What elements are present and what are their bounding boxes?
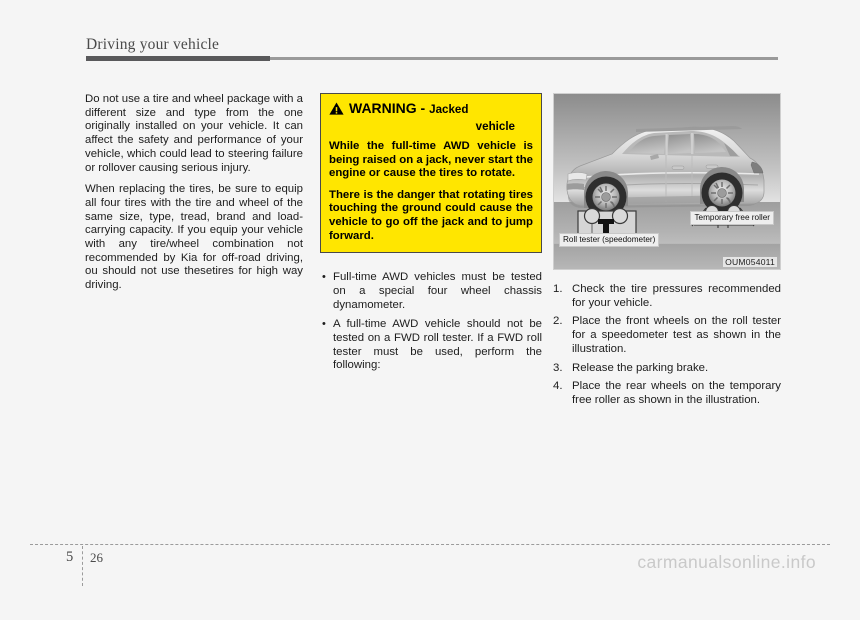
list-item: • Full-time AWD vehicles must be tested on a special four wheel chassis dynamometer. bbox=[320, 271, 542, 312]
warning-paragraph-jack: While the full-time AWD vehicle is being raised on a jack, never start the engine or cause the tires to rotate. bbox=[329, 140, 533, 180]
step-number: 4. bbox=[553, 380, 563, 393]
list-item: • A full-time AWD vehicle should not be tested on a FWD roll tester. If a FWD roll tester must be used, perform the following: bbox=[320, 318, 542, 373]
footer-vertical-divider bbox=[82, 546, 83, 586]
step-number: 2. bbox=[553, 315, 563, 328]
paragraph-tire-package: Do not use a tire and wheel package with a different size and type from the one originally installed on your vehicle. It can affect the safety and performance of your vehicle, which could lead to steering failure or rollover causing serious injury. bbox=[85, 93, 303, 174]
page-title: Driving your vehicle bbox=[86, 36, 220, 53]
figure-label-temporary-free-roller: Temporary free roller bbox=[690, 211, 774, 225]
paragraph-replacing-tires: When replacing the tires, be sure to equip all four tires with the tire and wheel of the same size, type, tread, brand and load-carrying capacity. If you equip your vehicle with any tire/wheel combination not recommended by Kia for off-road driving, ou should not use thesetires for high way driving. bbox=[85, 183, 303, 292]
warning-label: WARNING bbox=[349, 100, 417, 116]
step-text: Place the front wheels on the roll tester for a speedometer test as shown in the illustration. bbox=[572, 315, 781, 355]
warning-triangle-icon bbox=[329, 102, 344, 119]
page-header bbox=[86, 36, 778, 60]
step-number: 1. bbox=[553, 283, 563, 295]
list-item bbox=[553, 380, 781, 407]
procedure-steps-list bbox=[553, 283, 781, 408]
right-column bbox=[553, 93, 781, 413]
footer-chapter-number: 5 bbox=[66, 549, 74, 565]
warning-dash: - bbox=[416, 100, 430, 116]
watermark: carmanualsonline.info bbox=[637, 552, 816, 572]
step-text: Check the tire pressures recommended for your vehicle. bbox=[572, 283, 781, 309]
left-text-column bbox=[85, 93, 303, 293]
figure-label-roll-tester: Roll tester (speedometer) bbox=[559, 233, 659, 247]
step-text: Place the rear wheels on the temporary free roller as shown in the illustration. bbox=[572, 380, 781, 406]
footer-divider bbox=[30, 544, 830, 545]
header-divider bbox=[86, 57, 778, 60]
footer-page-number: 26 bbox=[90, 550, 103, 565]
warning-box bbox=[320, 93, 542, 253]
warning-heading bbox=[329, 101, 533, 134]
warning-paragraph-rotating-tires: There is the danger that rotating tires touching the ground could cause the vehicle to go off the jack and to jump forward. bbox=[329, 188, 533, 242]
step-text: Release the parking brake. bbox=[572, 361, 709, 374]
figure-id: OUM054011 bbox=[725, 257, 775, 267]
warning-subject-line1: Jacked bbox=[429, 103, 469, 116]
middle-column bbox=[320, 93, 542, 379]
awd-testing-bullet-list bbox=[320, 271, 542, 373]
warning-subject-line2: vehicle bbox=[475, 119, 515, 133]
step-number: 3. bbox=[553, 361, 563, 374]
list-item bbox=[553, 315, 781, 356]
list-item bbox=[553, 283, 781, 310]
list-item bbox=[553, 362, 781, 376]
figure-roll-tester-illustration bbox=[553, 93, 781, 270]
